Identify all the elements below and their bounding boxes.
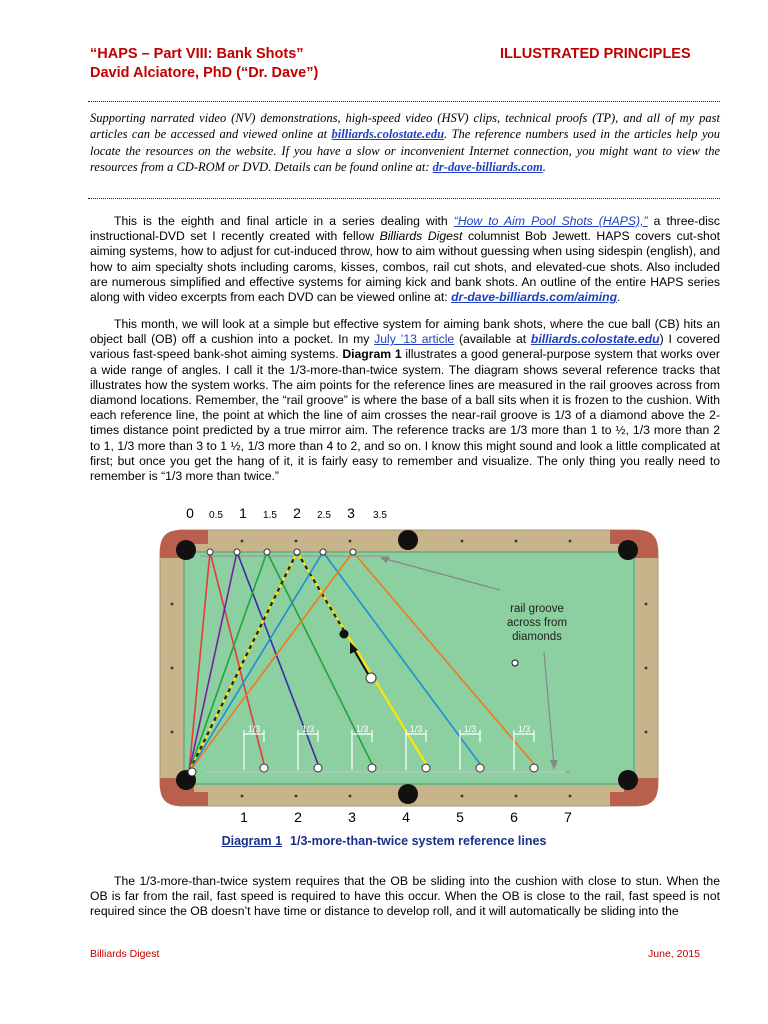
top-label-1: 0.5 [209, 510, 223, 521]
svg-text:1/3: 1/3 [517, 724, 531, 734]
top-label-0: 0 [186, 505, 194, 521]
paragraph-1: This is the eighth and final article in a series dealing with “How to Aim Pool Shots (HAPS),” a three-disc instructional-DVD set I recently created with fellow Billiards Digest columnist Bob Jewett. HAPS covers cut-shot aiming systems, how to adjust for cut-induced throw, how to aim without guessing when using sidespin (english), and how to aim specialty shots including caroms, kisses, combos, rail cut shots, and elevated-cue shots. Also included are numerous simplified and effective systems for aiming kick and bank shots. An outline of the entire HAPS series along with video excerpts from each DVD can be viewed online at: dr-dave-billiards.com/aiming. [90, 214, 720, 305]
link-aiming[interactable]: dr-dave-billiards.com/aiming [451, 290, 618, 305]
divider-bottom [88, 198, 720, 199]
footer-publication: Billiards Digest [90, 948, 160, 960]
top-label-4: 2 [293, 505, 301, 521]
link-haps[interactable]: “How to Aim Pool Shots (HAPS),” [453, 214, 648, 228]
bottom-label-0: 1 [240, 809, 248, 825]
svg-text:1/3: 1/3 [355, 724, 369, 734]
top-label-3: 1.5 [263, 510, 277, 521]
bottom-label-3: 4 [402, 809, 410, 825]
svg-text:1/3: 1/3 [301, 724, 315, 734]
link-billiards-colostate-2[interactable]: billiards.colostate.edu [530, 332, 660, 347]
bottom-label-5: 6 [510, 809, 518, 825]
author-name: David Alciatore, PhD (“Dr. Dave”) [90, 65, 319, 81]
paragraph-2: This month, we will look at a simple but effective system for aiming bank shots, where the cue ball (CB) hits an object ball (OB) off a cushion into a pocket. In my July ’13 article (available at billiards.colostate.edu) I covered various fast-speed bank-shot aiming systems. Diagram 1 illustrates a good general-purpose system that works over a wide range of angles. I call it the 1/3-more-than-twice system. The diagram shows several reference tracks that illustrates how the system works. The aim points for the reference lines are measured in the rail grooves across from diamond locations. Remember, the “rail groove” is where the base of a ball sits when it is frozen to the cushion. With each reference line, the point at which the line of aim crosses the near-rail groove is 1/3 of a diamond above the 2-times distance point predicted by a true mirror aim. The reference tracks are 1/3 more than 1 to ½, 1/3 more than 2 to 1, 1/3 more than 3 to 1 ½, 1/3 more than 4 to 2, and so on. I know this might sound and look a little complicated at first; but once you get the hang of it, it is fairly easy to remember and visualize. The only thing you really need to remember is “1/3 more than twice.” [90, 317, 720, 484]
paragraph-3: The 1/3-more-than-twice system requires that the OB be sliding into the cushion with close to stun. When the OB is far from the rail, fast speed is required to have this occur. When the OB is close to the rail, fast speed is not required since the OB doesn’t have time or distance to develop roll, and it will automatically be sliding into the [90, 874, 720, 919]
bottom-label-2: 3 [348, 809, 356, 825]
cue-ball [366, 673, 376, 683]
top-label-7: 3.5 [373, 510, 387, 521]
pocket-bottom-middle [398, 784, 418, 804]
top-label-5: 2.5 [317, 510, 331, 521]
svg-text:1/3: 1/3 [409, 724, 423, 734]
svg-text:1/3: 1/3 [247, 724, 261, 734]
intro-note: Supporting narrated video (NV) demonstrations, high-speed video (HSV) clips, technical proofs (TP), and all of my past articles can be accessed and viewed online at billiards.colostate.edu. The reference numbers used in the articles help you locate the resources on the website. If you have a slow or inconvenient Internet connection, you might want to view the resources from a CD-ROM or DVD. Details can be found online at: dr-dave-billiards.com. [90, 111, 720, 174]
top-label-6: 3 [347, 505, 355, 521]
footer-date: June, 2015 [648, 948, 700, 960]
caption-text: 1/3-more-than-twice system reference lines [290, 834, 547, 848]
caption-label: Diagram 1 [221, 834, 283, 848]
link-dr-dave-billiards[interactable]: dr-dave-billiards.com [432, 159, 543, 174]
pool-table-diagram [150, 500, 670, 825]
pocket-top-middle [398, 530, 418, 550]
bottom-label-6: 7 [564, 809, 572, 825]
svg-text:1/3: 1/3 [463, 724, 477, 734]
object-ball [340, 630, 349, 639]
top-diamond-labels [186, 505, 387, 521]
pocket-top-left [176, 540, 196, 560]
link-july-13-article[interactable]: July ’13 article [374, 332, 455, 347]
annotation-line-2: across from [506, 617, 568, 629]
marker-dot [512, 660, 518, 666]
diagram-caption [0, 834, 768, 848]
annotation-line-1: rail groove [510, 603, 564, 615]
link-billiards-colostate[interactable]: billiards.colostate.edu [331, 127, 445, 142]
bottom-diamond-labels [240, 809, 572, 825]
pocket-top-right [618, 540, 638, 560]
top-label-2: 1 [239, 505, 247, 521]
bottom-label-1: 2 [294, 809, 302, 825]
divider-top [88, 101, 720, 102]
article-title: “HAPS – Part VIII: Bank Shots” [90, 46, 304, 62]
annotation-line-3: diamonds [512, 631, 562, 643]
bottom-label-4: 5 [456, 809, 464, 825]
section-title: ILLUSTRATED PRINCIPLES [500, 46, 691, 62]
pocket-bottom-right [618, 770, 638, 790]
